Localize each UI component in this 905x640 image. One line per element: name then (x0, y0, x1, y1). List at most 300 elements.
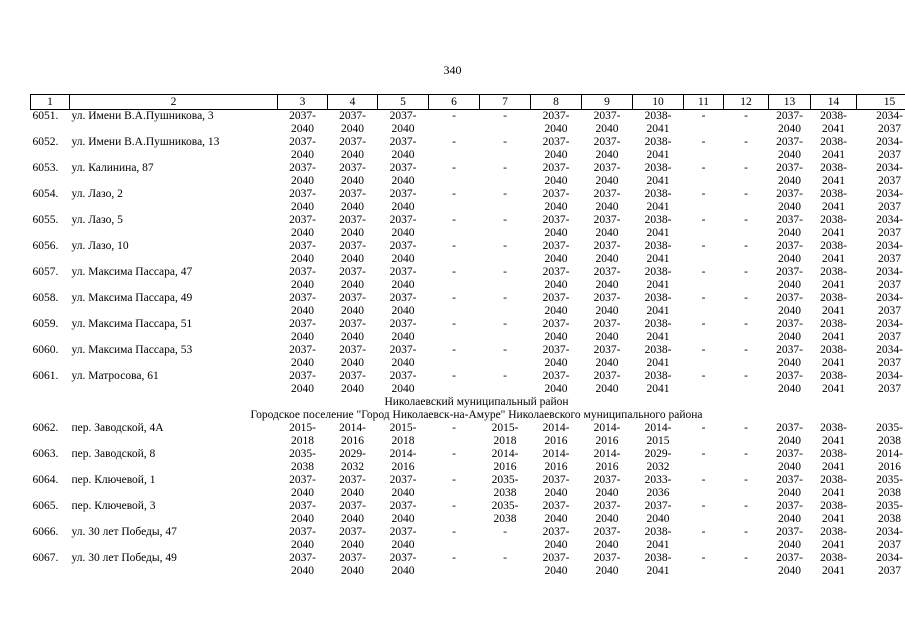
address-cell: ул. 30 лет Победы, 47 (71, 526, 177, 538)
address-cell: ул. Лазо, 5 (71, 214, 123, 226)
column-header-5: 5 (378, 95, 429, 110)
period-start: 2038- (644, 370, 672, 382)
period-cell (769, 500, 811, 526)
period-cell (684, 266, 724, 292)
period-end (684, 383, 724, 396)
period-end: 2041 (822, 201, 845, 213)
period-start: 2034- (876, 552, 903, 564)
period-cell (429, 318, 480, 344)
period-cell (531, 136, 582, 162)
period-start: 2034- (876, 318, 903, 330)
period-cell (724, 110, 769, 137)
period-start: 2037- (289, 526, 316, 538)
period-cell (769, 318, 811, 344)
period-end (684, 175, 724, 188)
period-end (724, 487, 769, 500)
period-cell (684, 318, 724, 344)
period-start: - (744, 110, 748, 122)
period-start: - (503, 266, 507, 278)
period-start: 2037- (593, 318, 621, 330)
period-end: 2041 (822, 513, 845, 525)
period-start: - (452, 552, 456, 564)
period-cell (531, 266, 582, 292)
period-cell (684, 448, 724, 474)
period-end: 2040 (341, 331, 364, 343)
table-row (31, 552, 905, 578)
period-end (684, 565, 724, 578)
period-end: 2040 (291, 305, 314, 317)
period-cell (724, 370, 769, 396)
period-cell (582, 500, 633, 526)
period-start: - (744, 318, 748, 330)
period-end: 2041 (822, 539, 845, 551)
table-row (31, 526, 905, 552)
period-cell (684, 552, 724, 578)
period-cell (378, 448, 429, 474)
period-start: - (452, 448, 456, 460)
period-start: - (744, 162, 748, 174)
period-start: 2038- (820, 448, 847, 460)
period-start: 2015- (289, 422, 316, 434)
period-cell (429, 370, 480, 396)
period-start: 2037- (389, 292, 417, 304)
period-start: 2037- (289, 240, 316, 252)
period-cell (480, 266, 531, 292)
period-start: - (744, 188, 748, 200)
period-cell (480, 526, 531, 552)
period-cell (724, 500, 769, 526)
period-end: 2040 (291, 383, 314, 395)
period-start: - (744, 474, 748, 486)
period-start: - (701, 136, 706, 148)
address-cell: пер. Заводской, 4А (71, 422, 164, 434)
period-cell (328, 240, 378, 266)
period-cell (582, 162, 633, 188)
period-cell (378, 526, 429, 552)
period-end: 2040 (391, 253, 415, 265)
period-start: 2038- (820, 422, 847, 434)
table-row (31, 292, 905, 318)
period-cell (769, 344, 811, 370)
period-start: 2035- (876, 422, 903, 434)
period-start: 2037- (389, 188, 417, 200)
period-cell (684, 240, 724, 266)
period-cell (582, 214, 633, 240)
period-start: - (701, 266, 706, 278)
period-end: 2037 (878, 227, 901, 239)
period-start: 2037- (542, 240, 570, 252)
period-start: 2033- (644, 474, 672, 486)
period-end: 2040 (595, 201, 619, 213)
period-end: 2040 (778, 513, 801, 525)
period-start: 2015- (491, 422, 519, 434)
column-header-1: 1 (31, 95, 70, 110)
period-start: 2037- (776, 214, 803, 226)
period-cell (429, 240, 480, 266)
period-cell (724, 344, 769, 370)
period-cell (857, 344, 905, 370)
column-header-3: 3 (278, 95, 328, 110)
period-end: 2041 (646, 565, 670, 577)
period-start: 2037- (289, 188, 316, 200)
table-row (31, 474, 905, 500)
period-start: - (701, 240, 706, 252)
period-end (724, 253, 769, 266)
row-number: 6066. (32, 526, 59, 538)
period-end (684, 253, 724, 266)
table-row (31, 448, 905, 474)
period-start: 2037- (776, 188, 803, 200)
period-cell (857, 136, 905, 162)
period-cell (582, 136, 633, 162)
period-cell (328, 552, 378, 578)
period-cell (582, 422, 633, 448)
period-end: 2040 (391, 279, 415, 291)
period-cell (378, 188, 429, 214)
period-start: 2037- (776, 422, 803, 434)
period-cell (811, 422, 857, 448)
period-start: 2037- (542, 292, 570, 304)
period-end: 2040 (391, 123, 415, 135)
period-cell (480, 188, 531, 214)
period-cell (857, 526, 905, 552)
period-start: 2037- (542, 344, 570, 356)
column-header-4: 4 (328, 95, 378, 110)
period-cell (633, 214, 684, 240)
period-start: 2037- (593, 188, 621, 200)
period-cell (857, 370, 905, 396)
period-start: 2038- (644, 292, 672, 304)
period-start: 2038- (644, 318, 672, 330)
table-row (31, 214, 905, 240)
period-start: 2038- (644, 214, 672, 226)
period-start: 2037- (593, 162, 621, 174)
period-start: 2034- (876, 526, 903, 538)
period-end: 2040 (341, 123, 364, 135)
period-start: 2035- (491, 500, 519, 512)
row-number: 6053. (32, 162, 59, 174)
period-end: 2040 (391, 227, 415, 239)
period-end: 2040 (595, 253, 619, 265)
period-end (429, 461, 480, 474)
period-end: 2040 (291, 331, 314, 343)
period-end: 2040 (341, 513, 364, 525)
period-end: 2040 (341, 357, 364, 369)
period-start: 2029- (644, 448, 672, 460)
period-end: 2040 (341, 487, 364, 499)
period-end: 2041 (646, 331, 670, 343)
period-cell (769, 292, 811, 318)
period-end: 2040 (778, 383, 801, 395)
period-start: 2038- (644, 240, 672, 252)
period-cell (724, 526, 769, 552)
period-cell (684, 370, 724, 396)
period-start: 2037- (593, 136, 621, 148)
period-start: 2037- (289, 318, 316, 330)
period-start: - (503, 240, 507, 252)
period-end (480, 331, 531, 344)
period-start: - (744, 292, 748, 304)
period-start: 2037- (339, 318, 366, 330)
period-cell (480, 552, 531, 578)
period-start: 2035- (289, 448, 316, 460)
period-end: 2037 (878, 331, 901, 343)
period-end: 2040 (341, 279, 364, 291)
period-start: - (744, 422, 748, 434)
period-start: 2014- (593, 422, 621, 434)
period-cell (684, 110, 724, 137)
period-end (724, 565, 769, 578)
period-start: 2037- (593, 110, 621, 122)
period-end: 2041 (822, 253, 845, 265)
period-cell (633, 370, 684, 396)
section-settlement (31, 409, 905, 422)
period-end: 2018 (391, 435, 415, 447)
period-cell (328, 448, 378, 474)
period-start: 2037- (339, 344, 366, 356)
period-start: 2037- (593, 474, 621, 486)
period-end (724, 461, 769, 474)
period-start: - (503, 136, 507, 148)
period-end: 2037 (878, 201, 901, 213)
period-cell (857, 318, 905, 344)
period-cell (429, 136, 480, 162)
period-start: 2035- (876, 474, 903, 486)
period-start: - (503, 526, 507, 538)
period-start: 2037- (339, 266, 366, 278)
period-cell (378, 162, 429, 188)
period-cell (278, 214, 328, 240)
row-number: 6051. (32, 110, 59, 122)
period-cell (769, 188, 811, 214)
period-start: 2037- (542, 370, 570, 382)
period-start: - (452, 162, 456, 174)
table-row (31, 188, 905, 214)
period-start: - (452, 292, 456, 304)
table-row (31, 370, 905, 396)
period-cell (328, 188, 378, 214)
period-end: 2040 (544, 149, 568, 161)
period-end: 2040 (391, 487, 415, 499)
period-end: 2016 (595, 461, 619, 473)
period-cell (684, 188, 724, 214)
period-end: 2040 (291, 565, 314, 577)
period-start: - (701, 292, 706, 304)
table-body (31, 95, 905, 579)
period-cell (769, 526, 811, 552)
period-end: 2040 (291, 253, 314, 265)
row-number: 6052. (32, 136, 59, 148)
period-cell (582, 188, 633, 214)
period-cell (684, 526, 724, 552)
period-end: 2041 (822, 487, 845, 499)
period-end: 2038 (878, 435, 901, 447)
address-cell: ул. Максима Пассара, 47 (71, 266, 193, 278)
period-end: 2041 (822, 331, 845, 343)
period-start: 2037- (776, 552, 803, 564)
period-start: - (744, 214, 748, 226)
period-start: - (701, 422, 706, 434)
column-header-15: 15 (857, 95, 905, 110)
column-header-9: 9 (582, 95, 633, 110)
period-end (429, 201, 480, 214)
period-cell (378, 266, 429, 292)
period-start: 2038- (644, 110, 672, 122)
period-end: 2016 (544, 435, 568, 447)
period-start: 2037- (389, 240, 417, 252)
period-start: 2037- (776, 240, 803, 252)
table-row (31, 240, 905, 266)
period-cell (684, 214, 724, 240)
period-cell (769, 552, 811, 578)
period-start: 2034- (876, 188, 903, 200)
period-end (724, 513, 769, 526)
period-end (429, 331, 480, 344)
period-cell (811, 552, 857, 578)
period-end (684, 149, 724, 162)
period-cell (328, 318, 378, 344)
period-start: 2037- (593, 526, 621, 538)
period-end: 2040 (544, 305, 568, 317)
period-end: 2016 (493, 461, 517, 473)
period-cell (724, 162, 769, 188)
column-header-8: 8 (531, 95, 582, 110)
period-end (684, 331, 724, 344)
period-end: 2041 (646, 175, 670, 187)
period-cell (429, 292, 480, 318)
period-cell (811, 474, 857, 500)
period-cell (633, 344, 684, 370)
period-cell (633, 448, 684, 474)
period-cell (582, 448, 633, 474)
period-end: 2040 (778, 565, 801, 577)
period-start: 2037- (339, 526, 366, 538)
table-row (31, 500, 905, 526)
period-cell (378, 500, 429, 526)
period-start: 2037- (542, 526, 570, 538)
period-end (480, 279, 531, 292)
period-cell (278, 526, 328, 552)
period-start: 2029- (339, 448, 366, 460)
period-cell (769, 110, 811, 137)
period-end: 2040 (341, 201, 364, 213)
period-start: 2037- (593, 370, 621, 382)
period-cell (328, 344, 378, 370)
period-cell (582, 552, 633, 578)
period-start: 2037- (542, 110, 570, 122)
address-cell: ул. Имени В.А.Пушникова, 3 (71, 110, 214, 122)
period-end: 2040 (544, 565, 568, 577)
period-cell (328, 526, 378, 552)
period-cell (378, 136, 429, 162)
period-start: 2014- (876, 448, 903, 460)
period-end: 2040 (595, 383, 619, 395)
period-end: 2040 (544, 175, 568, 187)
period-end: 2040 (544, 539, 568, 551)
period-end: 2016 (878, 461, 901, 473)
period-cell (480, 318, 531, 344)
period-start: - (452, 136, 456, 148)
period-start: 2034- (876, 292, 903, 304)
period-end (480, 383, 531, 396)
period-cell (531, 188, 582, 214)
period-end: 2016 (544, 461, 568, 473)
period-end (480, 201, 531, 214)
period-end: 2032 (341, 461, 364, 473)
period-start: 2038- (820, 318, 847, 330)
period-end (429, 305, 480, 318)
period-end: 2040 (778, 487, 801, 499)
period-end: 2037 (878, 279, 901, 291)
period-start: 2038- (820, 370, 847, 382)
period-start: 2035- (491, 474, 519, 486)
period-cell (724, 552, 769, 578)
period-start: - (503, 370, 507, 382)
period-cell (429, 110, 480, 137)
period-cell (328, 110, 378, 137)
period-start: 2038- (820, 110, 847, 122)
period-end: 2041 (646, 383, 670, 395)
period-start: 2037- (339, 136, 366, 148)
period-end: 2037 (878, 539, 901, 551)
period-start: 2038- (644, 162, 672, 174)
period-start: - (452, 344, 456, 356)
period-cell (278, 266, 328, 292)
period-cell (480, 370, 531, 396)
period-start: - (452, 266, 456, 278)
period-end (429, 383, 480, 396)
period-start: 2037- (644, 500, 672, 512)
period-start: 2037- (289, 292, 316, 304)
period-cell (811, 162, 857, 188)
period-cell (429, 422, 480, 448)
period-cell (278, 162, 328, 188)
period-end: 2040 (391, 513, 415, 525)
period-end (684, 305, 724, 318)
row-number: 6063. (32, 448, 59, 460)
period-end: 2040 (778, 123, 801, 135)
period-cell (480, 292, 531, 318)
period-start: 2037- (542, 214, 570, 226)
period-cell (857, 292, 905, 318)
period-cell (684, 422, 724, 448)
period-end: 2040 (595, 539, 619, 551)
period-end (724, 305, 769, 318)
period-start: 2037- (542, 188, 570, 200)
period-end (480, 565, 531, 578)
period-end (429, 435, 480, 448)
row-number: 6067. (32, 552, 59, 564)
period-cell (278, 552, 328, 578)
period-end: 2040 (778, 435, 801, 447)
period-start: 2037- (289, 136, 316, 148)
period-start: 2037- (542, 266, 570, 278)
address-cell: пер. Ключевой, 3 (71, 500, 156, 512)
period-end (724, 357, 769, 370)
period-start: - (452, 188, 456, 200)
period-end (724, 539, 769, 552)
period-cell (531, 474, 582, 500)
period-cell (328, 136, 378, 162)
period-cell (724, 318, 769, 344)
period-end: 2040 (544, 279, 568, 291)
period-start: 2037- (339, 370, 366, 382)
period-start: 2037- (389, 552, 417, 564)
period-cell (769, 162, 811, 188)
period-cell (857, 266, 905, 292)
period-end (429, 565, 480, 578)
period-cell (278, 110, 328, 137)
